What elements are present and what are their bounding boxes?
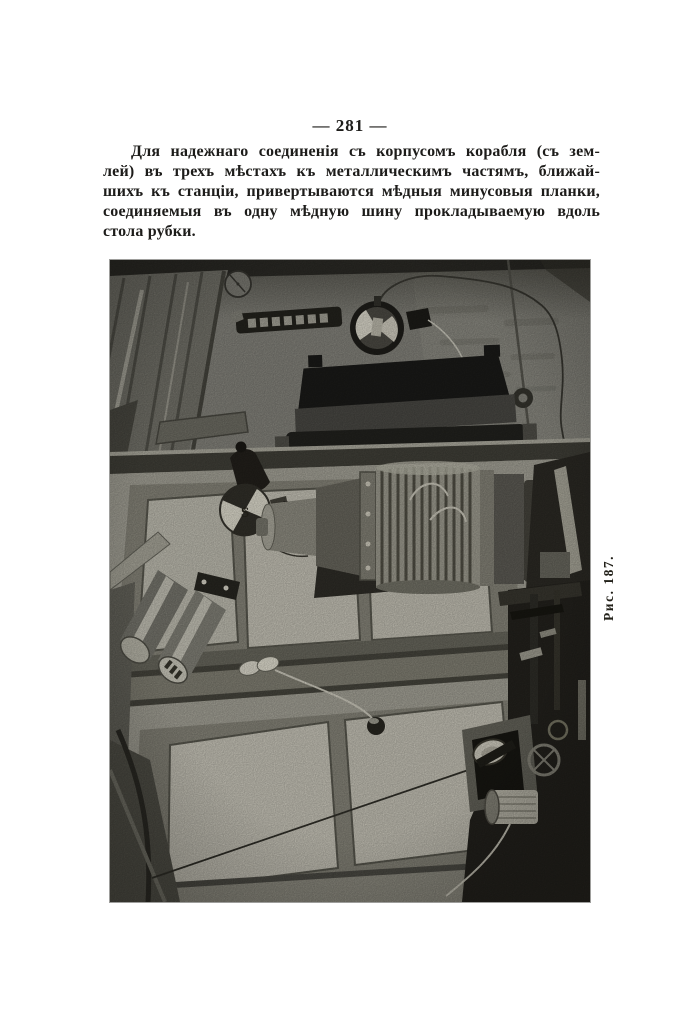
paragraph-line: шихъ къ станціи, привертываются мѣдныя минусовыя планки, [103,183,600,200]
page-number: — 281 — [312,116,388,135]
paragraph-line: соединяемыя въ одну мѣдную шину прокладываемую вдоль [103,203,600,220]
paragraph-line: Для надежнаго соединенія съ корпусомъ корабля (съ зем- [131,143,600,160]
figure-photo-wireless-cabin [110,260,590,902]
paragraph-line: лей) въ трехъ мѣстахъ къ металлическимъ частямъ, ближай- [103,163,600,180]
photo-illustration [110,260,590,902]
body-paragraph [103,142,600,242]
figure-caption [574,543,644,633]
paragraph-line: стола рубки. [103,223,196,240]
photo-vignette [110,260,590,902]
figure-caption-text: Рис. 187. [601,555,616,621]
